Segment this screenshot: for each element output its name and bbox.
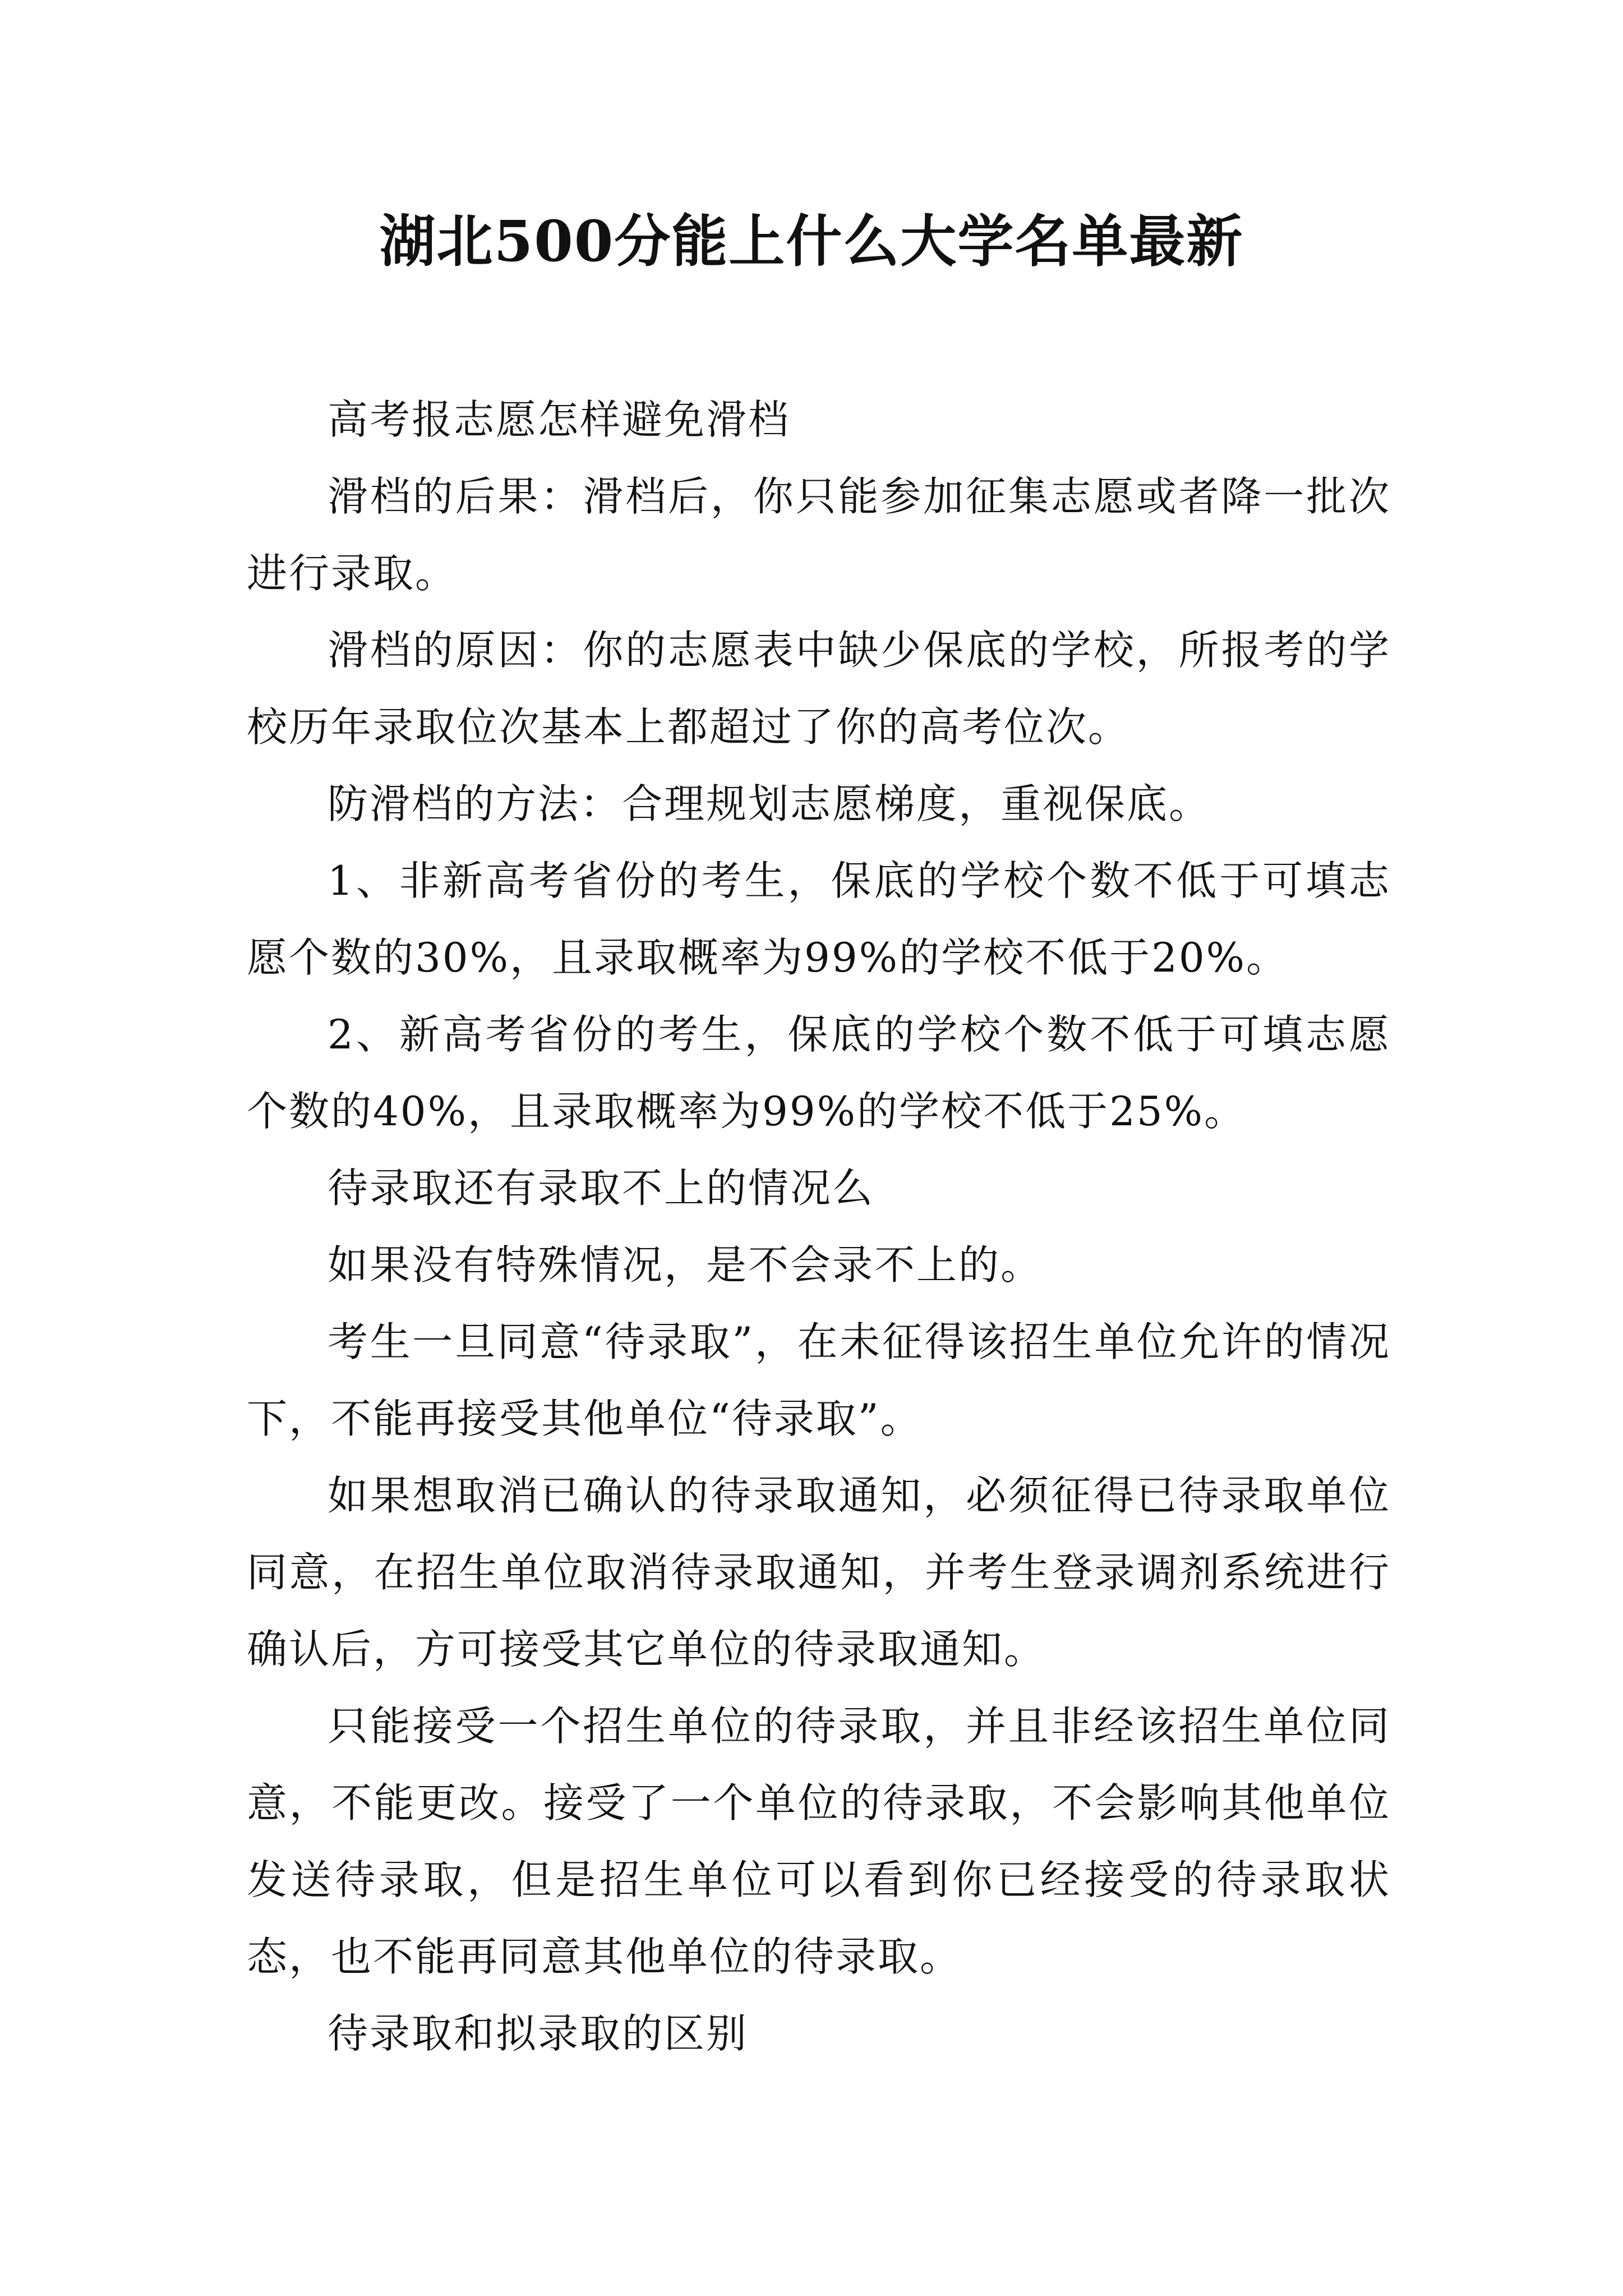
document-body bbox=[247, 381, 1391, 2072]
paragraph-10: 如果想取消已确认的待录取通知，必须征得已待录取单位同意，在招生单位取消待录取通知，并考生登录调剂系统进行确认后，方可接受其它单位的待录取通知。 bbox=[247, 1472, 1391, 1673]
paragraph-4: 防滑档的方法：合理规划志愿梯度，重视保底。 bbox=[328, 780, 1211, 827]
paragraph-3: 滑档的原因：你的志愿表中缺少保底的学校，所报考的学校历年录取位次基本上都超过了你的高考位次。 bbox=[247, 627, 1391, 751]
paragraph-6: 2、新高考省份的考生，保底的学校个数不低于可填志愿个数的40%，且录取概率为99%的学校不低于25%。 bbox=[247, 1011, 1391, 1135]
paragraph-8: 如果没有特殊情况，是不会录不上的。 bbox=[328, 1241, 1043, 1289]
paragraph-11: 只能接受一个招生单位的待录取，并且非经该招生单位同意，不能更改。接受了一个单位的待录取，不会影响其他单位发送待录取，但是招生单位可以看到你已经接受的待录取状态，也不能再同意其他单位的待录取。 bbox=[247, 1703, 1391, 1980]
paragraph-12: 待录取和拟录取的区别 bbox=[328, 2010, 749, 2057]
paragraph-5: 1、非新高考省份的考生，保底的学校个数不低于可填志愿个数的30%，且录取概率为99%的学校不低于20%。 bbox=[247, 857, 1391, 981]
paragraph-9: 考生一旦同意“待录取”，在未征得该招生单位允许的情况下，不能再接受其他单位“待录取”。 bbox=[247, 1318, 1391, 1442]
paragraph-1: 高考报志愿怎样避免滑档 bbox=[328, 396, 791, 443]
paragraph-2: 滑档的后果：滑档后，你只能参加征集志愿或者降一批次进行录取。 bbox=[247, 473, 1391, 597]
paragraph-7: 待录取还有录取不上的情况么 bbox=[328, 1165, 875, 1212]
document-title: 湖北500分能上什么大学名单最新 bbox=[379, 208, 1244, 274]
